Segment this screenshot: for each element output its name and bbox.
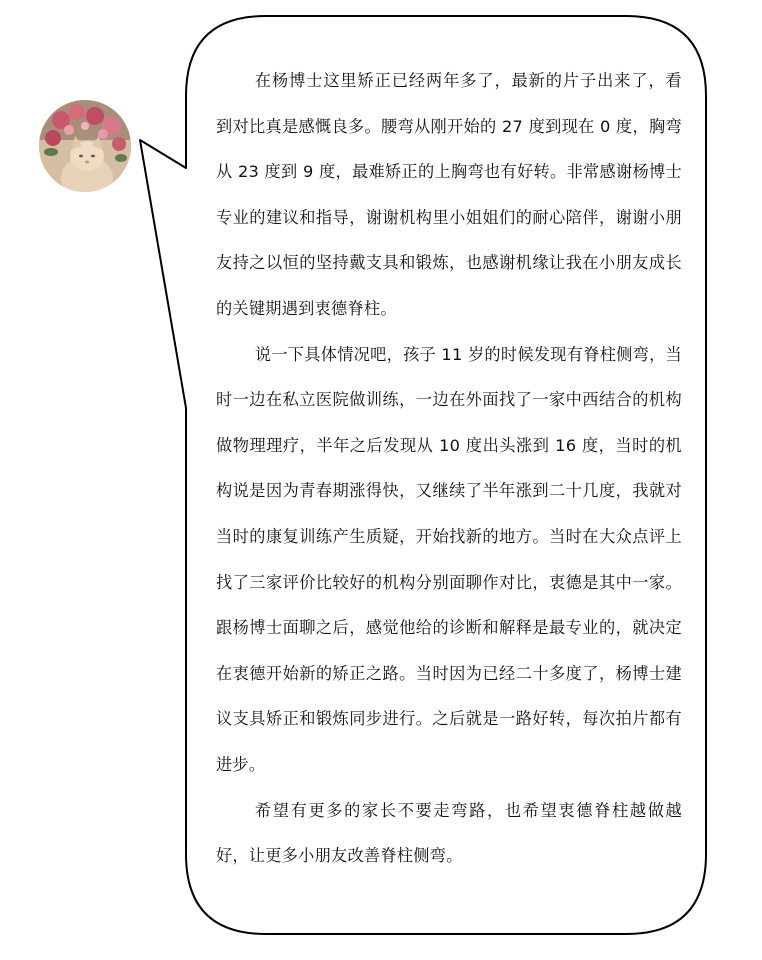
- testimonial-paragraph-2: 说一下具体情况吧，孩子 11 岁的时候发现有脊柱侧弯，当时一边在私立医院做训练，一边在外面找了一家中西结合的机构做物理理疗，半年之后发现从 10 度出头涨到 16 度，当时的机构说是因为青春期涨得快，又继续了半年涨到二十几度，我就对当时的康复训练产生质疑，开始找新的地方。当时在大众点评上找了三家评价比较好的机构分别面聊作对比，衷德是其中一家。跟杨博士面聊之后，感觉他给的诊断和解释是最专业的，就决定在衷德开始新的矫正之路。当时因为已经二十多度了，杨博士建议支具矫正和锻炼同步进行。之后就是一路好转，每次拍片都有进步。: [216, 344, 682, 774]
- testimonial-text: [216, 58, 682, 879]
- testimonial-paragraph-1: 在杨博士这里矫正已经两年多了，最新的片子出来了，看到对比真是感慨良多。腰弯从刚开始的 27 度到现在 0 度，胸弯从 23 度到 9 度，最难矫正的上胸弯也有好转。非常感谢杨博士专业的建议和指导，谢谢机构里小姐姐们的耐心陪伴，谢谢小朋友持之以恒的坚持戴支具和锻炼，也感谢机缘让我在小朋友成长的关键期遇到衷德脊柱。: [216, 71, 682, 318]
- cat-with-flowers-icon: [39, 100, 131, 192]
- avatar: [39, 100, 131, 192]
- testimonial-paragraph-3: 希望有更多的家长不要走弯路，也希望衷德脊柱越做越好，让更多小朋友改善脊柱侧弯。: [216, 800, 682, 866]
